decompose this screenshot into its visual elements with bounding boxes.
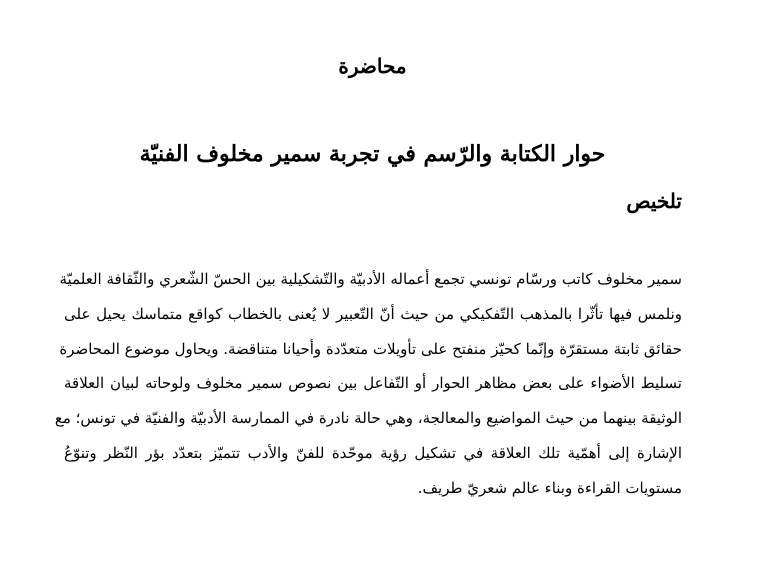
abstract-paragraph [54,262,682,506]
abstract-line: تسليط الأضواء على بعض مظاهر الحوار أو التّفاعل بين نصوص سمير مخلوف ولوحاته لبيان العلاقة [64,374,682,393]
abstract-line: سمير مخلوف كاتب ورسّام تونسي تجمع أعماله الأدبيّة والتّشكيلية بين الحسّ الشّعري والثّقافة العلميّة [59,270,682,288]
abstract-line: حقائق ثابتة مستقرّة وإنّما كحيّز منفتح على تأويلات متعدّدة وأحيانا متناقضة. ويحاول موضوع المحاضرة [59,339,682,358]
document-label: محاضرة [338,54,407,78]
document-title: حوار الكتابة والرّسم في تجربة سمير مخلوف الفنيّة [139,141,606,167]
abstract-line: ونلمس فيها تأثّرا بالمذهب التّفكيكي من حيث أنّ التّعبير لا يُعنى بالخطاب كواقع متماسك يحيل على [64,304,682,323]
summary-heading: تلخيص [626,189,682,213]
abstract-line: الوثيقة بينهما من حيث المواضيع والمعالجة، وهي حالة نادرة في الممارسة الأدبيّة والفنيّة في تونس؛ مع [54,409,682,428]
abstract-line: الإشارة إلى أهمّية تلك العلاقة في تشكيل رؤية موحّدة للفنّ والأدب تتميّز بتعدّد بؤر النّظر وتنوّعُ [64,443,682,462]
abstract-line: مستويات القراءة وبناء عالم شعريّ طريف. [417,478,682,497]
